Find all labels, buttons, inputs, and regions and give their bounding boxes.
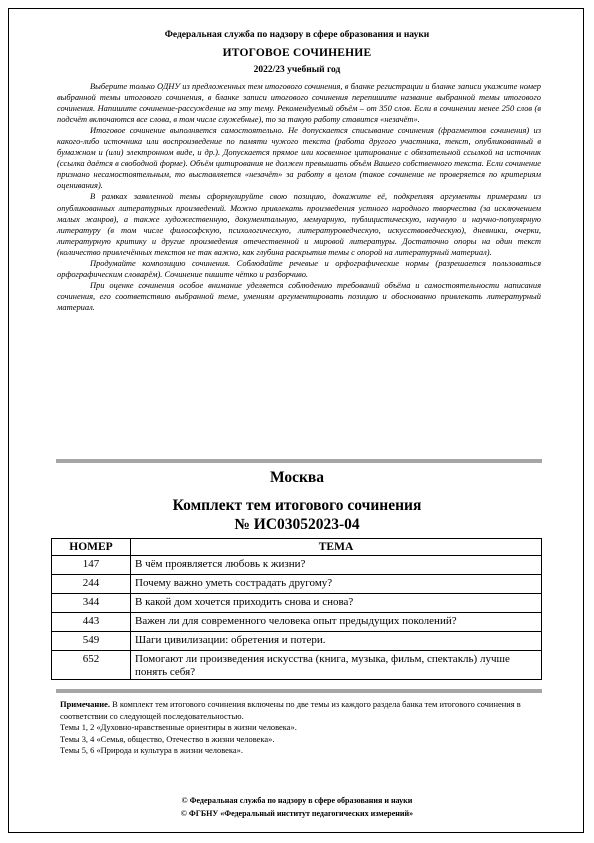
instruction-paragraph: Продумайте композицию сочинения. Соблюдайте речевые и орфографические нормы (разрешается пользоваться орфографическим словарём). Сочинение пишите чётко и разборчиво.	[57, 257, 541, 279]
instruction-paragraph: Итоговое сочинение выполняется самостоятельно. Не допускается списывание сочинения (фрагментов сочинения) из какого-либо источника или воспроизведение по памяти чужого текста (работа другого участника, текст, опубликованный в бумажном и (или) электронном виде, и др.). Допускается прямое или косвенное цитирование с обязательной ссылкой на источник (ссылка даётся в свободной форме). Объём цитирования не должен превышать объём Вашего собственного текста. Если сочинение признано несамостоятельным, то выставляется «незачёт» за работу в целом (такое сочинение не проверяется по критериям оценивания).	[57, 125, 541, 191]
topic-text: В какой дом хочется приходить снова и снова?	[131, 594, 542, 613]
note-line: Темы 1, 2 «Духовно-нравственные ориентиры в жизни человека».	[60, 722, 297, 732]
table-row	[52, 556, 542, 575]
academic-year: 2022/23 учебный год	[253, 65, 341, 75]
kit-number: № ИС03052023-04	[234, 516, 360, 533]
table-row	[52, 575, 542, 594]
topic-text: Шаги цивилизации: обретения и потери.	[131, 632, 542, 651]
document-title: ИТОГОВОЕ СОЧИНЕНИЕ	[222, 47, 372, 59]
topic-number: 443	[52, 613, 131, 632]
topic-number: 147	[52, 556, 131, 575]
topic-text: Помогают ли произведения искусства (книга, музыка, фильм, спектакль) лучше понять себя?	[131, 651, 542, 680]
note-line: Темы 5, 6 «Природа и культура в жизни человека».	[60, 745, 243, 755]
section-divider	[56, 689, 542, 693]
topics-table	[51, 538, 542, 680]
column-header-topic: ТЕМА	[131, 539, 542, 556]
section-divider	[56, 459, 542, 463]
instructions	[57, 81, 541, 313]
table-row	[52, 594, 542, 613]
topic-number: 244	[52, 575, 131, 594]
topic-text: В чём проявляется любовь к жизни?	[131, 556, 542, 575]
note-line: Темы 3, 4 «Семья, общество, Отечество в жизни человека».	[60, 733, 275, 744]
city-title: Москва	[269, 469, 325, 486]
table-row	[52, 632, 542, 651]
copyright-line: © ФГБНУ «Федеральный институт педагогических измерений»	[180, 809, 414, 818]
topic-text: Почему важно уметь сострадать другому?	[131, 575, 542, 594]
copyright-line: © Федеральная служба по надзору в сфере образования и науки	[181, 796, 413, 805]
topic-number: 549	[52, 632, 131, 651]
table-row	[52, 651, 542, 680]
instruction-paragraph: При оценке сочинения особое внимание уделяется соблюдению требований объёма и самостоятельности написания сочинения, его соответствию выбранной теме, умениям аргументировать позицию и обоснованно привлекать литературный материал.	[57, 279, 541, 312]
note-block	[60, 699, 542, 757]
note-text: В комплект тем итогового сочинения включены по две темы из каждого раздела банка тем итогового сочинения в соответствии со следующей последовательностью.	[60, 699, 521, 721]
agency-header: Федеральная служба по надзору в сфере образования и науки	[164, 30, 430, 40]
topic-number: 652	[52, 651, 131, 680]
note-label: Примечание.	[60, 699, 110, 709]
kit-title: Комплект тем итогового сочинения	[172, 497, 422, 514]
topic-number: 344	[52, 594, 131, 613]
table-row	[52, 613, 542, 632]
topic-text: Важен ли для современного человека опыт предыдущих поколений?	[131, 613, 542, 632]
instruction-paragraph: Выберите только ОДНУ из предложенных тем итогового сочинения, в бланке регистрации и бланке записи укажите номер выбранной темы итогового сочинения, в бланке записи итогового сочинения перепишите название выбранной темы итогового сочинения. Напишите сочинение-рассуждение на эту тему. Рекомендуемый объём – от 350 слов. Если в сочинении менее 250 слов (в подсчёт включаются все слова, в том числе служебные), то за такую работу ставится «незачёт».	[57, 81, 541, 125]
column-header-number: НОМЕР	[52, 539, 131, 556]
instruction-paragraph: В рамках заявленной темы сформулируйте свою позицию, докажите её, подкрепляя аргументы примерами из опубликованных литературных произведений. Можно привлекать произведения устного народного творчества (за исключением малых жанров), а также художественную, документальную, мемуарную, публицистическую, научную и научно-популярную литературу (в том числе философскую, психологическую, литературоведческую, искусствоведческую), дневники, очерки, литературную критику и другие произведения отечественной и мировой литературы. Достаточно опоры на один текст (количество привлечённых текстов не так важно, как глубина раскрытия темы с опорой на литературный материал).	[57, 191, 541, 257]
note-paragraph	[60, 699, 542, 722]
